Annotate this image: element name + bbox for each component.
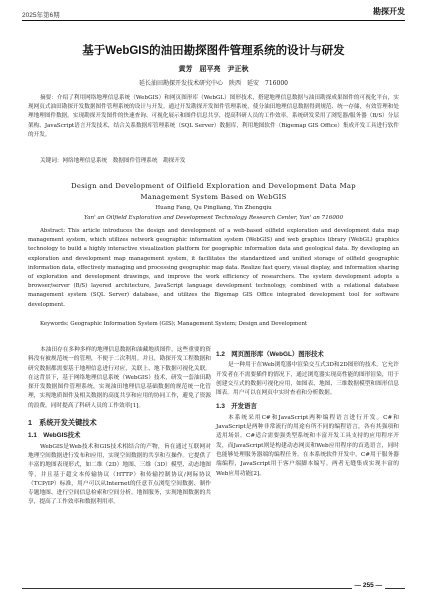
paragraph-1-1: WebGIS是Web技术和GIS技术相结合的产物，旨在通过互联网对地理空间数据进行发布和应用，实现空间数据的共享和互操作。它提供了丰富的地图表现形式，如二维（2D）地图、三维（3D）模型、动态地图等，并且基于超文本传输协议（HTTP）和传输控制协议/网际协议（TCP/IP）标准，用户可以从Internet的任意节点浏览空间数据、制作专题地图、进行空间信息检索和空间分析。地图服务，实现地图数据的共享，提高了工作效率和数据利用率。: [28, 443, 211, 506]
keywords-cn: 关键词：网络地理信息系统 数据图件管理系统 勘探开发: [40, 158, 186, 164]
body-column-right: [216, 346, 399, 480]
paragraph-1-3: 本系统采用C#和JavaScript两种编程语言进行开发。C#和JavaScript是两种非常流行的用途有所不同的编程语言，各有其强项和适用场景。C#适合需要强类型系统和丰富开发工具支持的应用程序开发，而JavaScript则是构建动态网页和Web应用程序的首选语言，同时也能够处理服务器端的编程任务。在本系统软件开发中，C#用于服务器端编程，JavaScript用于客户端脚本编写。两者无缝集成实现丰富的Web应用功能[2]。: [216, 414, 399, 477]
affiliation-en: Yan' an Oilfield Exploration and Development Technology Research Center, Yan' an 716000: [83, 215, 344, 221]
body-column-left: [28, 346, 211, 509]
article-title-cn: 基于WebGIS的油田勘探图件管理系统的设计与研发: [82, 45, 345, 57]
page-footer: [22, 582, 405, 594]
section-heading-1: 1 系统开发关键技术: [28, 418, 97, 428]
abstract-cn: 摘要：介绍了利用网络地理信息系统（WebGIS）和网页图形库（WebGL）图形技术，搭建地理信息数据与油田勘探成果图件的可视化平台，实现网页式油田勘探开发数据图件管理系统的设计与开发。通过开发勘探开发图件管理系统，使分油田地理信息数据得到规范、统一存储，有效管理和处理地理图件数据。实现勘探开发图件的快速查询、可视化展示和图件信息共享，提高科研人员的工作效率。系统研发采用了浏览器/服务器（B/S）分层架构、JavaScript语言开发技术，结合关系数据库管理系统（SQL Server）数据库，利用地图软件（Bigemap GIS Office）集成开发工具进行软件的开发。: [28, 95, 399, 138]
affiliation-cn: 延长油田勘探开发技术研究中心 陕西 延安 716000: [139, 80, 288, 87]
issue-label: 2025年第6期: [22, 12, 60, 19]
footer-rule: [22, 588, 405, 589]
authors-cn: 黄芳 屈平亮 尹正秋: [178, 64, 249, 73]
page-number: — 255 —: [352, 582, 385, 589]
paragraph-1-2: 是一种用于在Web浏览器中渲染交互式3D和2D图形的技术。它允许开发者在不需要插件的情况下，通过浏览器实现高性能的图形渲染，用于创建交互式的数据可视化应用，如图表、地图、三维数据模型和图形信息图表。用户可以在网页中实时查看和分析数据。: [216, 362, 399, 397]
keywords-en: Keywords: Geographic Information System (GIS); Management System; Design and Development: [40, 321, 308, 327]
running-header: [22, 6, 405, 22]
subsection-heading-1-2: 1.2 网页图形库（WebGL）图形技术: [216, 351, 324, 358]
intro-paragraph: 本油田存在多种多样的地理信息数据和油藏地质图件，这些重要的资料没有被规范统一的管理，不便于二次利用。并且，勘探开发工程数据和研究数据都需要基于地理信息进行对应，关联上、地下数据可视化关联。在这背景下，基于网络地理信息系统（WebGIS）技术，研发一套油田勘探开发数据图件管理系统，实现油田地理信息基础数据的规范统一化管理，实现地质图件及相关数据的高度共享和应用的协同工作，避免了资源的浪费，同时提高了科研人员的工作效率[1]。: [28, 347, 211, 409]
header-rule: [22, 20, 405, 21]
subsection-heading-1-3: 1.3 开发语言: [216, 403, 257, 411]
article-title-en: Design and Development of Oilfield Exploration and Development Data Map Management System Based on WebGIS: [71, 182, 356, 201]
subsection-heading-1-1: 1.1 WebGIS技术: [28, 432, 81, 440]
authors-en: Huang Fang, Qu Pingliang, Yin Zhengqiu: [155, 205, 272, 211]
abstract-en: Abstract: This article introduces the design and development of a web-based oilfield exploration and development data map management system, which utilizes network geographic information system (WebGIS) and web graphics library (WebGL) graphics technology to build a highly interactive visualization platform for geographic information data and geological data. By developing an exploration and development map management system, it facilitates the standardized and unified storage of oilfield geographic information data, effectively managing and processing geographic map data. Realize fast query, visual display, and information sharing of exploration and development drawings, and improve the work efficiency of researchers. The system development adopts a browser/server (B/S) layered architecture, JavaScript language development technology, combined with a relational database management system (SQL Server) database, and utilizes the Bigemap GIS Office integrated development tool for software development.: [28, 228, 399, 308]
section-label: 勘探开发: [373, 7, 405, 16]
